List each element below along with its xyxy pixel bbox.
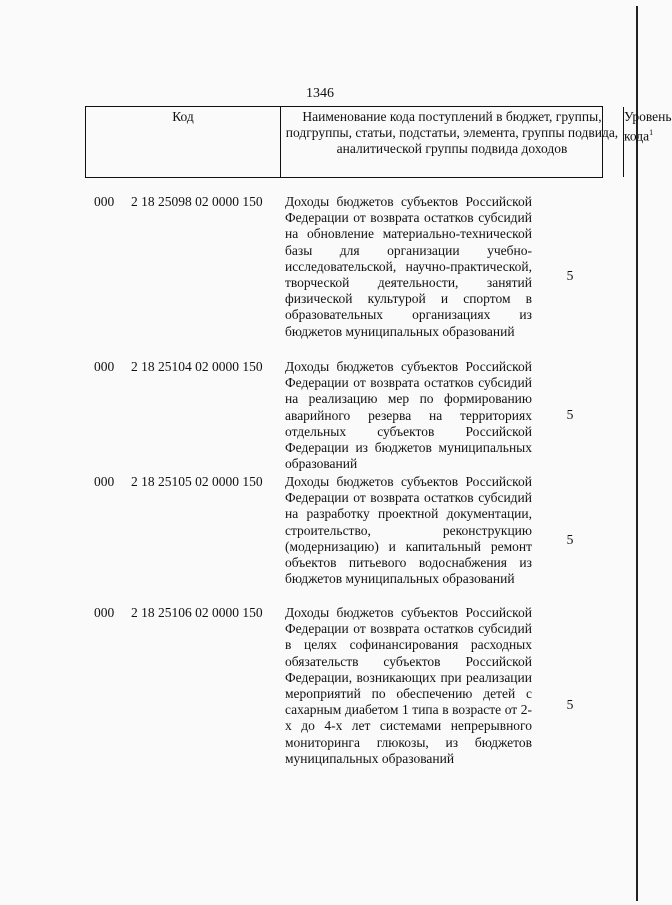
header-level-footnote: 1 [649,128,654,137]
row-level: 5 [566,532,574,547]
row-income-name: Доходы бюджетов субъектов Российской Федерации от возврата остатков субсидий в целях софинансирования расходных обязательств субъектов Российской Федерации, возникающих при реализации мероприятий по обеспечению детей с сахарным диабетом 1 типа в возрасте от 2-х до 4-х лет системами непрерывного мониторинга глюкозы, из бюджетов муниципальных образований [285,605,532,766]
header-name [281,107,624,177]
row-income-code: 2 18 25098 02 0000 150 [131,194,263,209]
row-level: 5 [566,407,574,422]
table-header [85,106,672,178]
row-level: 5 [566,268,574,283]
row-income-name: Доходы бюджетов субъектов Российской Федерации от возврата остатков субсидий на разработку проектной документации, строительство, реконструкцию (модернизацию) и капитальный ремонт объектов питьевого водоснабжения из бюджетов муниципальных образований [285,474,532,587]
header-name-label: Наименование кода поступлений в бюджет, группы, подгруппы, статьи, подстатьи, элемента, группы подвида, аналитической группы подвида доходов [285,109,619,156]
row-income-code: 2 18 25105 02 0000 150 [131,474,263,489]
row-income-code: 2 18 25106 02 0000 150 [131,605,263,620]
page-number: 1346 [306,86,334,101]
row-income-name: Доходы бюджетов субъектов Российской Федерации от возврата остатков субсидий на реализацию мер по формированию аварийного резерва на территориях отдельных субъектов Российской Федерации из бюджетов муниципальных образований [285,359,532,472]
row-level: 5 [566,697,574,712]
header-code-label: Код [172,109,194,124]
row-income-name: Доходы бюджетов субъектов Российской Федерации от возврата остатков субсидий на обновление материально-технической базы для организации учебно-исследовательской, научно-практической, творческой деятельности, занятий физической культурой и спортом в образовательных организациях из бюджетов муниципальных образований [285,194,532,339]
row-admin-code: 000 [94,194,115,209]
row-admin-code: 000 [94,605,115,620]
row-admin-code: 000 [94,474,115,489]
row-income-code: 2 18 25104 02 0000 150 [131,359,263,374]
row-admin-code: 000 [94,359,115,374]
header-code [86,107,281,177]
header-level-label: Уровень кода [624,109,672,144]
